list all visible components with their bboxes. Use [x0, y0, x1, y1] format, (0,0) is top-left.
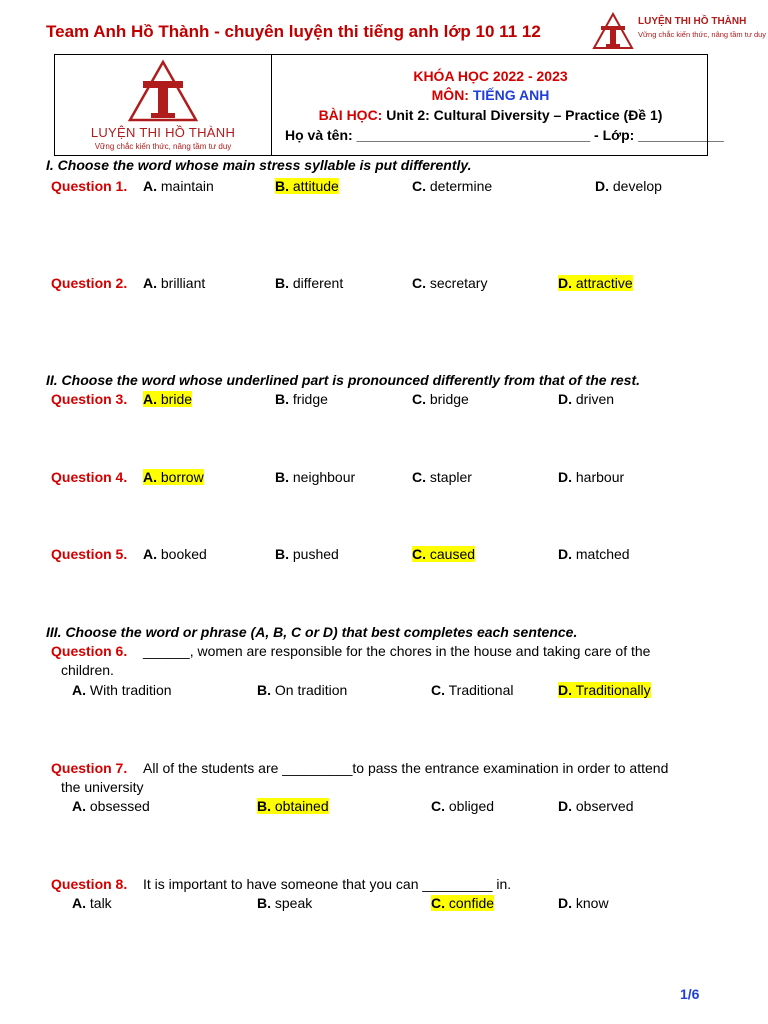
option-text: attitude — [292, 178, 339, 194]
option-letter: C. — [431, 682, 445, 698]
question-label: Question 5. — [51, 546, 128, 562]
option-b — [257, 798, 329, 814]
option-text: matched — [575, 546, 630, 562]
option-text: maintain — [160, 178, 214, 194]
brand-tagline: Vững chắc kiến thức, nâng tầm tư duy — [638, 30, 767, 39]
option-c — [431, 895, 494, 911]
option-text: different — [292, 275, 344, 291]
option-letter: A. — [143, 275, 157, 291]
option-letter: B. — [275, 469, 289, 485]
section-title: III. Choose the word or phrase (A, B, C or D) that best completes each sentence. — [46, 624, 578, 640]
option-text: talk — [89, 895, 112, 911]
subject-label: MÔN: — [431, 87, 469, 103]
option-text: neighbour — [292, 469, 356, 485]
option-a — [143, 391, 192, 407]
triangle-logo-icon — [592, 12, 634, 50]
option-text: driven — [575, 391, 615, 407]
option-letter: A. — [143, 469, 157, 485]
option-b — [275, 546, 339, 562]
brand-name: LUYỆN THI HỒ THÀNH — [90, 125, 236, 140]
option-a — [72, 798, 150, 814]
page-title: Team Anh Hồ Thành - chuyên luyện thi tiếng anh lớp 10 11 12 — [46, 22, 541, 41]
option-letter: B. — [275, 275, 289, 291]
option-text: bridge — [429, 391, 469, 407]
option-c — [412, 275, 487, 291]
option-letter: C. — [431, 895, 445, 911]
option-letter: D. — [558, 895, 572, 911]
option-letter: D. — [558, 682, 572, 698]
option-text: confide — [448, 895, 495, 911]
option-b — [275, 469, 355, 485]
option-text: caused — [429, 546, 476, 562]
option-letter: B. — [257, 895, 271, 911]
option-letter: D. — [595, 178, 609, 194]
option-b — [257, 682, 347, 698]
question-label: Question 3. — [51, 391, 128, 407]
option-letter: C. — [431, 798, 445, 814]
option-text: obtained — [274, 798, 329, 814]
section-title: II. Choose the word whose underlined part is pronounced differently from that of the rest. — [46, 372, 641, 388]
option-c — [412, 391, 469, 407]
option-text: observed — [575, 798, 634, 814]
option-b — [275, 178, 339, 194]
option-letter: D. — [558, 798, 572, 814]
question-stem: ______, women are responsible for the chores in the house and taking care of the — [143, 643, 651, 659]
brand-name: LUYỆN THI HỒ THÀNH — [638, 16, 747, 27]
option-letter: A. — [143, 546, 157, 562]
student-name-field: Họ và tên: ______________________________ - Lớp: ___________ — [285, 127, 724, 143]
brand-tagline: Vững chắc kiến thức, nâng tầm tư duy — [94, 142, 232, 151]
option-d — [558, 546, 630, 562]
option-d — [558, 469, 624, 485]
option-letter: B. — [257, 682, 271, 698]
option-letter: B. — [257, 798, 271, 814]
question-label: Question 8. — [51, 876, 128, 892]
option-a — [143, 469, 204, 485]
option-letter: B. — [275, 546, 289, 562]
section-title: I. Choose the word whose main stress syllable is put differently. — [46, 157, 472, 173]
option-letter: B. — [275, 391, 289, 407]
option-a — [72, 682, 172, 698]
option-d — [558, 798, 633, 814]
option-text: bride — [160, 391, 193, 407]
option-d — [558, 391, 614, 407]
option-letter: A. — [72, 682, 86, 698]
option-b — [275, 275, 343, 291]
option-a — [143, 275, 205, 291]
option-text: obsessed — [89, 798, 150, 814]
option-letter: D. — [558, 275, 572, 291]
option-text: secretary — [429, 275, 488, 291]
option-text: With tradition — [89, 682, 172, 698]
option-text: booked — [160, 546, 207, 562]
brand-logo-small — [592, 10, 767, 50]
option-letter: D. — [558, 391, 572, 407]
option-text: speak — [274, 895, 313, 911]
option-c — [412, 469, 472, 485]
question-label: Question 6. — [51, 643, 128, 659]
question-stem: It is important to have someone that you can _________ in. — [143, 876, 512, 892]
option-c — [412, 546, 475, 562]
lesson-value: Unit 2: Cultural Diversity – Practice (Đề 1) — [386, 107, 663, 123]
brand-logo-large — [55, 55, 271, 155]
option-b — [275, 391, 328, 407]
question-stem-continued: children. — [61, 662, 114, 678]
option-d — [558, 275, 633, 291]
option-letter: C. — [412, 275, 426, 291]
option-text: know — [575, 895, 609, 911]
subject-value: TIẾNG ANH — [472, 87, 550, 103]
option-d — [558, 682, 651, 698]
page-number: 1/6 — [680, 986, 700, 1002]
lesson-line — [272, 107, 709, 123]
option-letter: C. — [412, 469, 426, 485]
option-text: On tradition — [274, 682, 348, 698]
option-b — [257, 895, 312, 911]
option-text: harbour — [575, 469, 625, 485]
question-stem-continued: the university — [61, 779, 144, 795]
course-line: KHÓA HỌC 2022 - 2023 — [413, 68, 568, 84]
option-text: obliged — [448, 798, 495, 814]
option-text: determine — [429, 178, 493, 194]
option-a — [72, 895, 112, 911]
option-letter: B. — [275, 178, 289, 194]
option-text: Traditionally — [575, 682, 651, 698]
option-text: fridge — [292, 391, 328, 407]
option-c — [431, 682, 514, 698]
option-text: brilliant — [160, 275, 206, 291]
option-letter: C. — [412, 178, 426, 194]
option-letter: A. — [72, 798, 86, 814]
option-text: develop — [612, 178, 662, 194]
question-label: Question 1. — [51, 178, 128, 194]
option-c — [412, 178, 492, 194]
lesson-label: BÀI HỌC: — [318, 107, 383, 123]
option-c — [431, 798, 494, 814]
option-letter: C. — [412, 546, 426, 562]
question-stem: All of the students are _________to pass the entrance examination in order to attend — [143, 760, 669, 776]
option-letter: C. — [412, 391, 426, 407]
option-text: borrow — [160, 469, 204, 485]
option-letter: D. — [558, 469, 572, 485]
option-letter: D. — [558, 546, 572, 562]
subject-line — [272, 87, 709, 103]
question-label: Question 4. — [51, 469, 128, 485]
option-d — [558, 895, 609, 911]
header-box — [54, 54, 724, 156]
option-text: attractive — [575, 275, 633, 291]
option-letter: A. — [143, 391, 157, 407]
option-letter: A. — [143, 178, 157, 194]
option-a — [143, 546, 207, 562]
question-label: Question 7. — [51, 760, 128, 776]
option-d — [595, 178, 662, 194]
option-text: pushed — [292, 546, 339, 562]
question-label: Question 2. — [51, 275, 128, 291]
option-text: stapler — [429, 469, 472, 485]
option-a — [143, 178, 214, 194]
option-text: Traditional — [448, 682, 514, 698]
triangle-logo-icon — [127, 59, 199, 123]
option-letter: A. — [72, 895, 86, 911]
